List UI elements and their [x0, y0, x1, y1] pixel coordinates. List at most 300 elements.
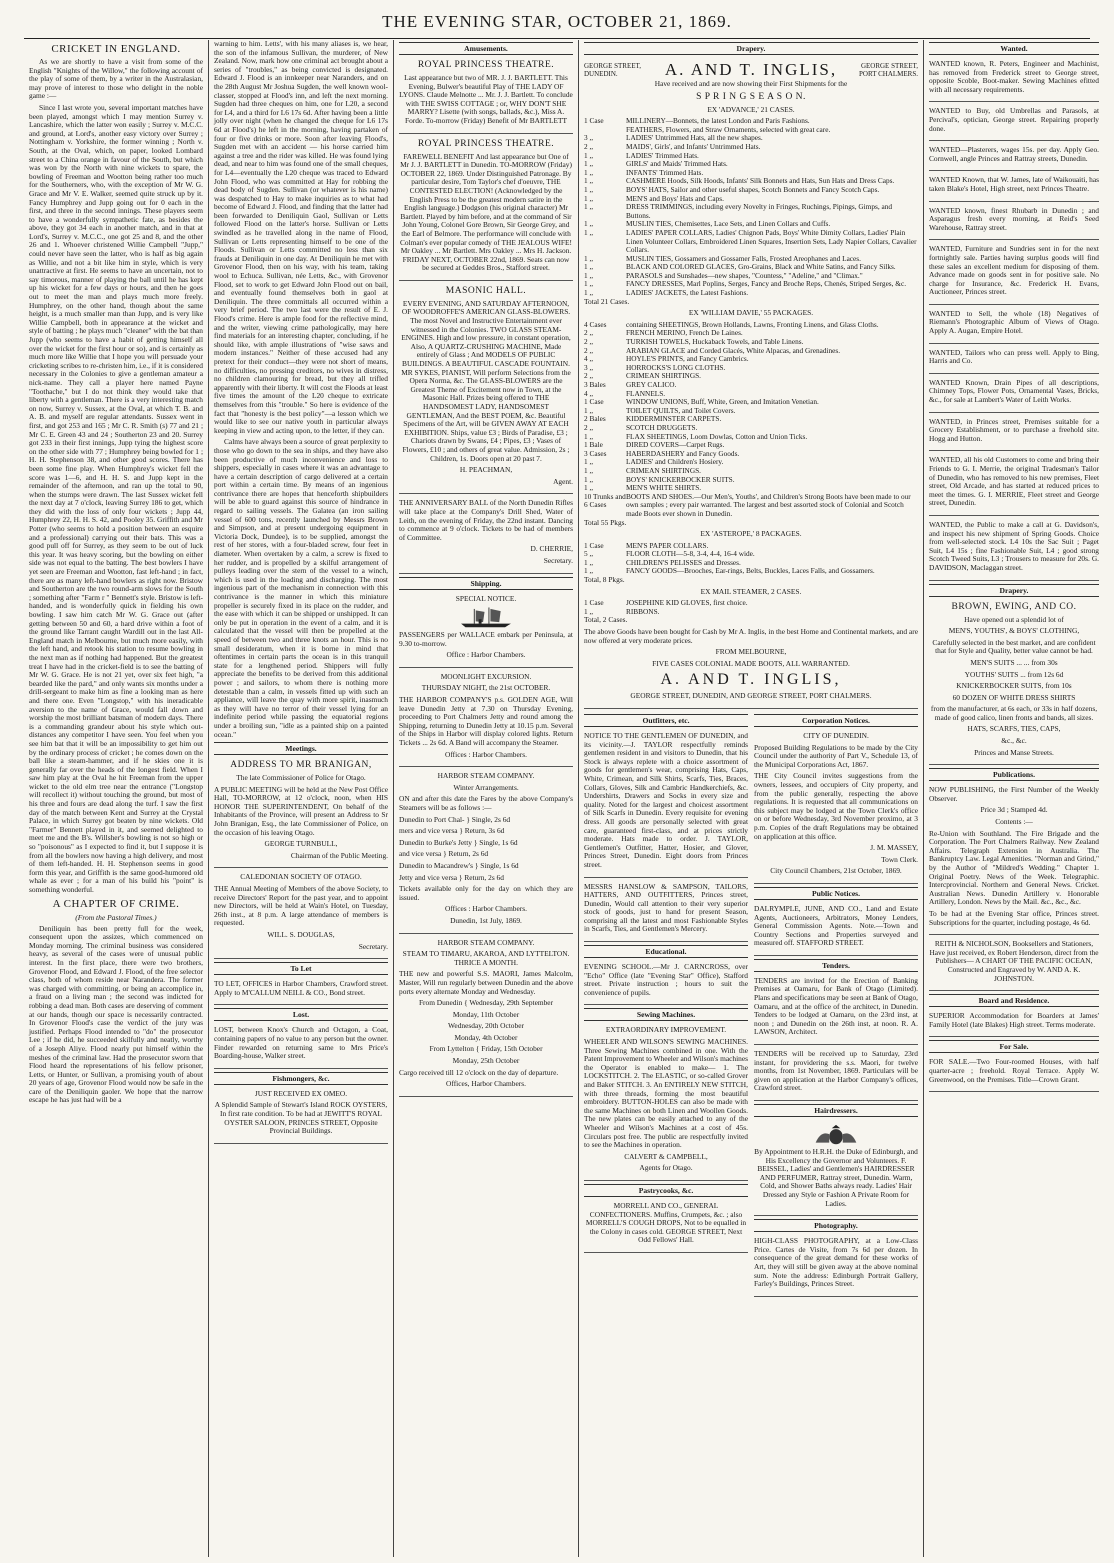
board-body: SUPERIOR Accommodation for Boarders at James' Family Hotel (late Blakes) High street. Terms moderate.	[929, 1011, 1099, 1029]
oysters-body: A Splendid Sample of Stewart's Island ROCK OYSTERS, In first rate condition. To be had at JEWITT'S ROYAL OYSTER SALOON, PRINCES STREET, Opposite Provincial Buildings.	[214, 1100, 388, 1136]
crime-continued-para: warning to him. Letts', with his many aliases is, we hear, the son of the infamous Sullivan, the murderer, of New Zealand. Now, mark how one criminal act brought about a series of "troubles," as being convicted is designated. Edward J. Flood is an innkeeper near Naranders, and on the 28th August Mr Joshua Sugden, the well known wool-classer, stopped at Flood's inn, and left the next morning. Sugden had three cheques on him, one for L20, a second for L4, and a third for L6 17s 6d. After having been a little jolly over night (when he changed the cheque for L6 17s 6d at Flood's) he left in the morning, having partaken of four or five drinks or more. Soon after leaving Flood's, Sugden met with an accident — his horse carried him against a tree and the rider was killed. He was found lying dead, and near to him was found one of the small cheques, for L4—eventually the L20 cheque was traced to Edward John Flood, who was committed at Hay for robbing the dead body of Sugden. Sullivan (or whatever is his name) was despatched to Hay to make inquiries as to what had become of Edward J. Flood, and finding that the latter had been forwarded to Deniliquin Gaol, Sullivan or Letts followed Flood on the latter's horse. Sullivan or Letts swindled as he travelled along in the name of Flood, Sullivan or Letts representing himself to be one of the Floods. Sullivan or Letts committed no less than six frauds at Deniliquin in one day. At Deniliquin he met with Grovenor Flood, then on his way, with his team, taking wool to Echuca. Sullivan, née Letts, &c., with Grovenor Flood, set to work to get Edward John Flood out on bail, and eventually found themselves both in gaol at Deniliquin. The three committals all occurred within a very brief period. The two last were the result of E. J. Flood's crime. Here is ample food for the reflective mind, and the writer, viewing crime pathologically, may here find materials for an interesting chapter, concluding, if he should like, with ample illustrations of "wise saws and modern instances." Neither of these accused had any pretext for their conduct—they were not short of means, no difficulties, no pressing creditors, no wives in distress, no children clamouring for bread, but they all trifled apparently with their liberty. It will cost the Floods at least five times the amount of the L20 cheque to extricate themselves from this "trouble." So here is evidence of the fact that "honesty is the best policy"—a lesson which we would like to see our native youth in particular always keeping in view and acting upon, to the letter, if they can.	[214, 40, 388, 435]
sewing-role: Agents for Otago.	[639, 1163, 693, 1173]
caledonian-title: CALEDONIAN SOCIETY OF OTAGO.	[240, 872, 362, 882]
harbor-2-row-3: Wednesday, 20th October	[448, 1021, 524, 1031]
inglis-total-4: Total, 2 Cases.	[584, 615, 628, 625]
list-item-quantity: 1 ,,	[584, 167, 594, 177]
column-4-left	[584, 712, 748, 1300]
bec-l2: MEN'S, YOUTHS', & BOYS' CLOTHING,	[948, 626, 1080, 636]
list-item-text: FEATHERS, Flowers, and Straw Ornaments, selected with great care.	[626, 124, 831, 134]
list-item-text: TURKISH TOWELS, Huckaback Towels, and Table Linens.	[626, 337, 804, 347]
list-item-quantity: 1 ,,	[584, 253, 594, 263]
harbor-1-office: Offices : Harbor Chambers.	[445, 904, 527, 914]
board-heading: Board and Residence.	[929, 994, 1099, 1007]
wanted-ad-text: WANTED, Furniture and Sundries sent in for the next fortnightly sale. Parties having surplus goods will find these sales an excellent medium for disposing of them. Advance made on goods sent in for positive sale. No charge for Insurance, &c. Frederick H. Evans, Auctioneer, Princes street.	[929, 244, 1099, 297]
inglis-list-4	[584, 599, 918, 616]
harbor-2-row-4: Monday, 4th October	[454, 1032, 518, 1042]
list-item-text: BOOTS AND SHOES.—Our Men's, Youths', and Children's Strong Boots have been made to our own samples ; every pair warranted. The largest and best assorted stock of Colonial and Scotch made Boots ever shown in Dunedin.	[626, 491, 911, 518]
sale-ad	[929, 1056, 1099, 1092]
list-item-quantity: 1 ,,	[584, 202, 594, 212]
moonlight-ad	[399, 671, 573, 767]
tenders-heading: Tenders.	[754, 959, 918, 972]
wanted-heading: Wanted.	[929, 42, 1099, 55]
column-1	[24, 40, 209, 1557]
wanted-ad-text: WANTED known, R. Peters, Engineer and Machinist, has removed from Frederick street to George street, opposite Scoble, Boot-maker. Sewing Machines efitted with all necessary requirements.	[929, 59, 1099, 94]
branigan-role: Chairman of the Public Meeting.	[290, 850, 388, 860]
wanted-ad	[929, 377, 1099, 413]
list-item-quantity: 1 Case	[584, 540, 604, 550]
lost-heading: Lost.	[214, 1008, 388, 1021]
tender-ad-1	[754, 975, 918, 1045]
bec-l9: HATS, SCARFS, TIES, CAPS,	[967, 724, 1061, 734]
inglis-intro: Have received and are now showing their First Shipments for the	[654, 79, 848, 88]
list-item-text: MILLINERY—Bonnets, the latest London and Paris Fashions.	[626, 116, 810, 126]
weekly-price: Price 3d ; Stamped 4d.	[980, 805, 1048, 815]
corporation-title: CITY OF DUNEDIN.	[803, 731, 869, 740]
list-item-text: BOYS' KNICKERBOCKER SUITS.	[626, 474, 735, 484]
harbor-1-date: Dunedin, 1st July, 1869.	[450, 915, 522, 925]
list-item-quantity: 1 ,,	[584, 227, 594, 237]
sewing-heading: Sewing Machines.	[584, 1008, 748, 1021]
dalrymple-body: DALRYMPLE, JUNE, AND CO., Land and Estate Agents, Auctioneers, Arbitrators, Money Lenders, General Commission Agents. Note.—Town and Country Sections and Properties surveyed and measured off. STAFFORD STREET.	[754, 903, 918, 948]
column-3	[394, 40, 579, 1557]
hanslow-ad	[584, 881, 748, 943]
morrell-body: MORRELL AND CO., GENERAL CONFECTIONERS. Muffins, Crumpets, &c. ; also MORRELL'S COUGH DROPS, Not to be equalled in the Colony in cases cold. GEORGE STREET, Next Odd Fellows' Hall.	[585, 1200, 747, 1245]
list-item	[584, 289, 918, 298]
board-ad	[929, 1010, 1099, 1037]
list-item-text: TOILET QUILTS, and Toilet Covers.	[626, 405, 736, 415]
list-item-text: FANCY GOODS—Brooches, Ear-rings, Belts, Buckles, Laces Falls, and Gossamers.	[626, 566, 875, 576]
list-item-text: MEN'S WHITE SHIRTS.	[626, 483, 702, 493]
inglis-address-2: GEORGE STREET, DUNEDIN, AND GEORGE STREET, PORT CHALMERS.	[630, 691, 872, 701]
weekly-title: NOW PUBLISHING, the First Number of the Weekly Observer.	[929, 785, 1099, 803]
special-notice-ad	[399, 593, 573, 668]
inglis-list-3	[584, 542, 918, 576]
harbor-2-office: Offices, Harbor Chambers.	[446, 1079, 526, 1089]
list-item-quantity: 10 Trunks and 6 Cases	[584, 491, 626, 510]
inglis-season: S P R I N G S E A S O N.	[696, 91, 806, 102]
harbor-2-tail: Cargo received till 12 o'clock on the day of departure.	[399, 1067, 559, 1077]
harbor-2-row-5: From Lyttelton { Friday, 15th October	[429, 1044, 543, 1054]
oysters-ad	[214, 1088, 388, 1144]
list-item-quantity: 3 ,,	[584, 362, 594, 372]
weekly-tail: To be had at the Evening Star office, Princes street. Subscriptions for the quarter, including postage, 4s 6d.	[929, 908, 1099, 927]
wanted-ad-text: WANTED to Sell, the whole (18) Negatives of Riemann's Photographic Album of Views of Otago. Apply A. Augan, Empire Hotel.	[929, 308, 1099, 336]
calms-para: Calms have always been a source of great perplexity to those who go down to the sea in ships, and they have also been productive of much inconvenience and loss to shippers, especially in cases where it was an advantage to have a certain description of cargo delivered at a certain port within a certain time. By means of an ingenious contrivance there are hopes that henceforth shipbuilders will be able to guard against this source of hindrance in regard to sailing vessels. The Galatea (an iron sailing vessel of 600 tons, recently launched by Messrs Brown and Simpson, and at present undergoing equipment in Victoria Dock, Dundee), is to be supplied, amongst the rest of her stores, with a four-bladed screw, four feet in diameter. When overtaken by a calm, a screw is fixed to her rudder, and is propelled by a skilful arrangement of pulleys leading over the stern of the vessel to a winch, which is used in the loading and discharging. The most ingenious part of the mechanism in connection with this contrivance is the manner in which this miniature propeller is securely fixed in its place on the rudder, and the ease with which it can be shipped or unshipped. It can only be put in operation in the event of a calm, and it is calculated that the vessel will then be propelled at the speed of between two and three knots an hour. This is no small desideratum, when it is borne in mind that oftentimes in certain parts the ocean is in this tranquil state for a lengthened period. Shippers will fully appreciate the benefits to be derived from this additional power ; and sailors, to whom there is nothing more detestable than a calm, in vessels fitted up with such an appliance, will leave the quay with more spirit, inasmuch as they will have no terror of their vessel lying for an indefinite period while passing the equatorial regions under a broiling sun, "idle as a painted ship on a painted ocean."	[214, 437, 388, 739]
branigan-title: ADDRESS TO MR BRANIGAN,	[230, 760, 372, 771]
list-item-text: SCOTCH DRUGGETS.	[626, 422, 698, 432]
inglis-total-2: Total 55 Pkgs.	[584, 517, 627, 527]
sewing-ad	[584, 1024, 748, 1181]
list-item-text: GIRLS' and Maids' Trimmed Hats.	[626, 159, 728, 169]
royal-crest-icon	[806, 1124, 866, 1146]
list-item	[584, 567, 918, 576]
list-item-quantity: 3 ,,	[584, 133, 594, 143]
weekly-contents-head: Contents :—	[995, 817, 1033, 827]
list-item-text: CHILDREN'S PELISSES and Dresses.	[626, 557, 741, 567]
moonlight-body: THE HARBOR COMPANY'S p.s. GOLDEN AGE, Will leave Dunedin Jetty at 7.30 on Thursday Evening, proceeding to Port Chalmers Jetty and round among the Shipping, returning to Dunedin Jetty at 10.15 p.m. Several of the Ships in Harbor will display colored lights. Return Tickets ... 2s 6d. A Band will accompany the Steamer.	[399, 695, 573, 748]
ball-role: Secretary.	[543, 555, 573, 565]
corporation-place: City Council Chambers, 21st October, 1869.	[770, 866, 902, 876]
bec-l6: KNICKERBOCKER SUITS, from 10s	[956, 681, 1072, 691]
theatre-1-title: ROYAL PRINCESS THEATRE.	[417, 60, 555, 70]
inglis-ex-4: EX MAIL STEAMER, 2 CASES.	[700, 586, 802, 596]
moonlight-title: MOONLIGHT EXCURSION.	[440, 671, 532, 681]
inglis-melbourne-1: FROM MELBOURNE,	[715, 647, 787, 657]
ball-ad	[399, 497, 573, 573]
bec-l3: Carefully selected in the best market, and are confident that for Style and Quality, better value cannot be had.	[932, 637, 1096, 656]
masonic-role: Agent.	[553, 476, 573, 486]
harbor-fare-5: Dunedin to Macandrew's } Single, 1s 6d	[399, 860, 519, 870]
harbor-1-body: ON and after this date the Fares by the above Company's Steamers will be as follows :—	[399, 794, 573, 812]
lost-ad	[214, 1024, 388, 1068]
wanted-ad	[929, 347, 1099, 374]
publications-heading: Publications.	[929, 768, 1099, 781]
theatre-ad-1	[399, 58, 573, 134]
inglis-ad	[584, 58, 918, 709]
theatre-2-title: ROYAL PRINCESS THEATRE.	[417, 138, 555, 149]
list-item-text: CRIMEAN SHIRTINGS.	[626, 465, 701, 475]
inglis-top-left: GEORGE STREET, DUNEDIN.	[584, 62, 642, 78]
bec-l7: 60 DOZEN OF WHITE DRESS SHIRTS	[952, 692, 1076, 702]
sale-body: FOR SALE.—Two Four-roomed Houses, with half quarter-acre ; freehold. Royal Terrace. Apply W. Greenwood, on the Premises. Title—Crown Grant.	[929, 1057, 1099, 1084]
wanted-list	[929, 58, 1099, 581]
taylor-ad	[584, 730, 748, 878]
column-4-right	[754, 712, 918, 1300]
list-item-quantity: 3 Cases	[584, 448, 607, 458]
list-item	[584, 203, 918, 220]
list-item-quantity: 4 Cases	[584, 319, 607, 329]
wanted-ad	[929, 308, 1099, 344]
crime-title: A CHAPTER OF CRIME.	[52, 897, 180, 910]
to-let-body: TO LET, OFFICES in Harbor Chambers, Crawford street. Apply to M'CALLUM NEILL & CO., Bond street.	[214, 979, 388, 997]
list-item-quantity: 1 ,,	[584, 219, 594, 229]
list-item-text: LADIES' Untrimmed Hats, all the new shapes.	[626, 133, 763, 143]
hairdressers-heading: Hairdressers.	[754, 1104, 918, 1117]
amusements-heading: Amusements.	[399, 42, 573, 55]
list-item-text: ARABIAN GLACE and Corded Glacés, White Alpacas, and Grenadines.	[626, 345, 841, 355]
inglis-footnote: The above Goods have been bought for Cash by Mr A. Inglis, in the best Home and Continental markets, and are now offered at very moderate prices.	[584, 627, 918, 645]
wanted-ad	[929, 243, 1099, 305]
sewing-title: EXTRAORDINARY IMPROVEMENT.	[605, 1025, 727, 1035]
harbor-ad-1	[399, 770, 573, 933]
inglis-brand: A. AND T. INGLIS,	[664, 60, 838, 79]
photography-heading: Photography.	[754, 1219, 918, 1232]
wanted-ad	[929, 58, 1099, 102]
list-item-text: BOYS' HATS, Sailor and other useful shapes, Scotch Bonnets and Fancy Scotch Caps.	[626, 184, 880, 194]
list-item-text: CRIMEAN SHIRTINGS.	[626, 371, 701, 381]
masonic-body: EVERY EVENING, AND SATURDAY AFTERNOON, OF WOODROFFE'S AMERICAN GLASS-BLOWERS. The most Novel and Instructive Entertainment ever witnessed in the Colonies. TWO GLASS STEAM-ENGINES. High and low pressure, in constant operation, Also, A QUARTZ-CRUSHING MACHINE, Made entirely of Glass ; And MODELS OF PUBLIC BUILDINGS. A BEAUTIFUL CASCADE FOUNTAIN. MR SYKES, PIANIST, Will perform Selections from the Opera Norma, &c. The GLASS-BLOWERS are the Greatest Theme of Excitement now in Town, at the Masonic Hall. Prizes being offered to THE HANDSOMEST LADY, HANDSOMEST GENTLEMAN, And the BEST POEM, &c. Beautiful Specimens of the Art, will be GIVEN AWAY AT EACH EXHIBITION. Ships, value £3 ; Birds of Paradise, £3 ; Chariots drawn by Swans, £4 ; Pipes, £3 ; Vases of Flowers, £10 ; and others of great value. Admission, 2s ; Children, 1s. Doors open at 20 past 7.	[401, 298, 571, 463]
beissel-body: By Appointment to H.R.H. the Duke of Edinburgh, and His Excellency the Governor and Volunteers. F. BEISSEL, Ladies' and Gentlemen's HAIRDRESSER AND PERFUMER, Rattray street, Dunedin. Warm, Cold, and Shower Baths always ready. Ladies' Hair Dressed any Style or Fashion A Private Room for Ladies.	[754, 1147, 918, 1208]
list-item-quantity: 1 Case	[584, 598, 604, 608]
wanted-ad	[929, 416, 1099, 452]
bec-l5: YOUTHS' SUITS ... from 12s 6d	[964, 669, 1064, 679]
shipping-heading: Shipping.	[399, 577, 573, 590]
list-item-text: PARASOLS and Sunshades—new shapes, "Countess," "Adeline," and "Climax."	[626, 270, 863, 280]
list-item-text: LADIES' and Children's Hosiery.	[626, 457, 724, 467]
wanted-ad-text: WANTED Known, that W. James, late of Waikouaiti, has taken Blake's Hotel, High street, next Princes Theatre.	[929, 175, 1099, 193]
list-item-text: KIDDERMINSTER CARPETS.	[626, 414, 722, 424]
wanted-ad-text: WANTED to Buy, old Umbrellas and Parasols, at Percival's, optician, George street. Repairing properly done.	[929, 106, 1099, 133]
cricket-title: CRICKET IN ENGLAND.	[51, 43, 181, 55]
caledonian-role: Secretary.	[358, 941, 388, 951]
harbor-2-row-6: Monday, 25th October	[452, 1056, 520, 1066]
list-item-quantity: 1 Case	[584, 116, 604, 126]
educational-heading: Educational.	[584, 945, 748, 958]
list-item-quantity: 1 ,,	[584, 270, 594, 280]
list-item-text: CASHMERE Hoods, Silk Hoods, Infants' Silk Bonnets and Hats, Sun Hats and Dress Caps.	[626, 176, 895, 186]
corporation-role: Town Clerk.	[881, 854, 918, 864]
list-item-quantity: 2 ,,	[584, 371, 594, 381]
inglis-ex-2: EX 'WILLIAM DAVIE,' 55 PACKAGES.	[688, 308, 814, 318]
list-item-text: MUSLIN TIES, Gossamers and Gossamer Falls, Frosted Areophanes and Laces.	[626, 253, 861, 263]
outfitters-heading: Outfitters, etc.	[584, 714, 748, 727]
list-item-quantity: 5 ,,	[584, 549, 594, 559]
ball-sign: D. CHERRIE,	[530, 544, 573, 554]
caledonian-ad	[214, 871, 388, 959]
list-item-quantity: 1 ,,	[584, 606, 594, 616]
list-item-text: containing SHEETINGS, Brown Hollands, Lawns, Fronting Linens, and Glass Cloths.	[626, 319, 879, 329]
wanted-ad	[929, 205, 1099, 241]
tender-2-body: TENDERS will be received up to Saturday, 23rd instant, for providering the s.s. Maori, for twelve months, from 1st November, 1869. Particulars will be given on application at the Harbor Company's offices, Crawford street.	[754, 1049, 918, 1093]
wanted-ad-text: WANTED, Tailors who can press well. Apply to Bing, Harris and Co.	[929, 347, 1099, 366]
list-item-text: BLACK AND COLORED GLACES, Gro-Grains, Black and White Satins, and Fancy Silks.	[626, 262, 896, 272]
harbor-1-title: HARBOR STEAM COMPANY.	[437, 771, 535, 781]
ship-icon	[446, 606, 526, 628]
list-item-text: JOSEPHINE KID GLOVES, first choice.	[626, 598, 748, 608]
beissel-ad	[754, 1120, 918, 1216]
list-item-quantity: 1 ,,	[584, 193, 594, 203]
morrell-ad	[584, 1200, 748, 1253]
columns	[24, 40, 1104, 1557]
inglis-brand-2: A. AND T. INGLIS,	[660, 671, 842, 689]
list-item-text: MEN'S and Boys' Hats and Caps.	[626, 193, 724, 203]
inglis-melbourne-2: FIVE CASES COLONIAL MADE BOOTS, ALL WARRANTED.	[652, 658, 850, 668]
list-item	[584, 608, 918, 617]
list-item-quantity: 2 ,,	[584, 345, 594, 355]
list-item-quantity: 1 ,,	[584, 176, 594, 186]
wanted-ad-text: WANTED Known, Drain Pipes of all descriptions, Chimney Tops, Flower Pots, Ornamental Vases, Bricks, &c., for sale at Lambert's Water of Leith Works.	[929, 377, 1099, 405]
fishmongers-heading: Fishmongers, &c.	[214, 1072, 388, 1085]
harbor-ad-2	[399, 937, 573, 1097]
bec-l8: from the manufacturer, at 6s each, or 33s in half dozens, made of good calico, linen fronts and bands, all sizes.	[930, 704, 1098, 722]
special-notice-body: PASSENGERS per WALLACE embark per Peninsula, at 9.30 to-morrow.	[399, 630, 573, 648]
column-2	[209, 40, 394, 1557]
list-item	[584, 493, 918, 519]
ball-body: THE ANNIVERSARY BALL of the North Dunedin Rifles will take place at the Company's Drill Shed, Water of Leith, on the evening of Friday, the 22nd instant. Dancing to commence at 9 o'clock. Tickets to be had of members of Committee.	[399, 498, 573, 542]
inglis-ex-3: EX 'ASTEROPE,' 8 PACKAGES.	[700, 529, 802, 539]
list-item-quantity: 1 ,,	[584, 150, 594, 160]
theatre-ad-2	[399, 137, 573, 281]
list-item-quantity: 1 ,,	[584, 474, 594, 484]
wanted-ad	[929, 519, 1099, 581]
bec-title: BROWN, EWING, AND CO.	[951, 601, 1077, 612]
list-item-quantity: 3 Bales	[584, 380, 606, 389]
bec-l10: &c., &c.	[1001, 736, 1027, 746]
list-item-quantity: 1 ,,	[584, 279, 594, 289]
drapery-heading-2: Drapery.	[929, 584, 1099, 597]
list-item-text: LADIES' PAPER COLLARS, Ladies' Chignon Pads, Boys' White Dimity Collars, Ladies' Plain Linen Volunteer Collars, Embroidered Linen Squares, Insertion Sets, Lady Napier Collars, Cavalier Collars.	[626, 227, 917, 255]
cricket-para-1: As we are shortly to have a visit from some of the English "Knights of the Willow," the following account of the play of some of them, by a writer in the Australasian, may prove of interest to those who delight in the noble game :—	[29, 57, 203, 101]
list-item-quantity: 1 ,,	[584, 288, 594, 298]
list-item-quantity: 1 ,,	[584, 566, 594, 576]
list-item-text: GREY CALICO.	[626, 380, 677, 389]
list-item-text: FLAX SHEETINGS, Loom Dowlas, Cotton and Union Ticks.	[626, 431, 808, 441]
wanted-ad-text: WANTED, all his old Customers to come and bring their Friends to G. I. Merrie, the original Tradesman's Tailor of Dunedin, who has removed to his new premises, Fleet street, Old Arcade, and has started at reduced prices to meet the times. G. I. MERRIE, Fleet street and George street, Dunedin.	[929, 455, 1099, 508]
branigan-sign: GEORGE TURNBULL,	[264, 839, 338, 849]
drapery-heading: Drapery.	[584, 42, 918, 55]
tender-ad-2	[754, 1048, 918, 1101]
harbor-2-sub: STEAM TO TIMARU, AKAROA, AND LYTTELTON. THRICE A MONTH.	[402, 949, 570, 967]
list-item-quantity: 1 ,,	[584, 431, 594, 441]
list-item-text: HORROCKS'S LONG CLOTHS.	[626, 362, 726, 372]
wanted-ad-text: WANTED known, finest Rhubarb in Dunedin ; and Asparagus fresh every morning, at Reid's Seed Warehouse, Rattray street.	[929, 205, 1099, 232]
list-item-text: DIRED COVERS—Carpet Rugs.	[626, 440, 725, 450]
branigan-body: A PUBLIC MEETING will be held at the New Post Office Hall, TO-MORROW, at 12 o'clock, noon, when HIS HONOR THE SUPERINTENDENT, On behalf of the Inhabitants of the Province, will present an Address to Sr John Branigan, Esq., the late Commissioner of Police, on the occasion of his leaving Otago.	[214, 784, 388, 837]
harbor-1-tail: Tickets available only for the day on which they are issued.	[399, 884, 573, 902]
caledonian-sign: WILL. S. DOUGLAS,	[267, 930, 335, 939]
corporation-ad	[754, 730, 918, 884]
list-item-quantity: 1 ,,	[584, 262, 594, 272]
list-item-text: MEN'S PAPER COLLARS.	[626, 540, 709, 550]
taylor-body: NOTICE TO THE GENTLEMEN OF DUNEDIN, and its vicinity.—J. TAYLOR respectfully reminds gentlemen resident in and visitors to Dunedin, that his Stock is always replete with a choice assortment of goods for gentlemen's wear, comprising Hats, Caps, White, Crimean, and Silk Shirts, Scarfs, Ties, Braces, Collars, Gloves, Silk and Cambric Handkerchiefs, &c. Undershirts, Drawers and Socks in every size and quality. Noted for the largest and choicest assortment of Silk Scarfs in Dunedin. Every requisite for evening dress. All goods are personally selected with great care, guaranteed first-class, and at prices strictly moderate. Hats made to order. J. TAYLOR, Gentlemen's Outfitter, Hatter, Hosier, and Glover, Princes Street, Dunedin. Eight doors from Princes street.	[584, 731, 748, 869]
list-item-text: FRENCH MERINO, French De Laines.	[626, 328, 743, 338]
list-item-quantity: 1 ,,	[584, 557, 594, 567]
list-item-quantity: 1 Case	[584, 397, 604, 407]
crime-para-1: Deniliquin has been pretty full for the week, consequent upon the assizes, which commenced on Monday morning. The criminal business was considered heavy, as several of the cases were of unusual public interest. In the first place, there were two brothers, Grovenor Flood, and Edward J. Flood, of the free selector class, both of whom reside near Narandera. The former was charged with committing, or being an accomplice in, a fraud on a living man ; the second was indicted for robbing a dead man. Both cases are deserving of comment at our hands, though our space is necessarily contracted. In Grovenor Flood's case the verdict of the jury was justified. Perhaps Flood intended to "do" the prosecutor Lee ; if he did, he succeeded skilfully and neatly, worthy of a Joseph Aliye. Flood nearly put himself within the meshes of the criminal law. Had the prosecutor sworn that Flood heard the representations of his fellow prisoner, Letts, or Hunter, or Sullivan, a promising youth of about 20 years of age, Grovenor Flood would now be safe in the care of the Deniliquin gaoler. We hope that the narrow escape he has just had will be a	[29, 923, 203, 1105]
harbor-1-sub: Winter Arrangements.	[453, 782, 519, 792]
weekly-observer-ad	[929, 784, 1099, 935]
list-item-text: DRESS TRIMMINGS, including every Novelty in Fringes, Ruchings, Pipings, Gimps, and Buttons.	[626, 202, 893, 220]
harbor-fare-6: Jetty and vice versa } Return, 2s 6d	[399, 872, 504, 882]
to-let-heading: To Let	[214, 962, 388, 975]
masthead-rule	[24, 38, 1090, 39]
list-item-quantity: 2 ,,	[584, 141, 594, 151]
list-item	[584, 229, 918, 255]
bec-l11: Princes and Manse Streets.	[974, 747, 1054, 757]
list-item-quantity: 1 ,,	[584, 159, 594, 169]
branigan-subtitle: The late Commissioner of Police for Otago.	[236, 773, 366, 783]
branigan-ad	[214, 758, 388, 868]
harbor-fare-3: Dunedin to Burke's Jetty } Single, 1s 6d	[399, 837, 518, 847]
bec-l1: Have opened out a splendid lot of	[964, 614, 1064, 624]
sewing-body: WHEELER AND WILSON'S SEWING MACHINES. Three Sewing Machines combined in one. With the Patent Improvement to Wheeler and Wilson's machines the Operator is enabled to make— 1. The LOCKSTITCH. 2. The ELASTIC, or so-called Grover and Baker STITCH. 3. An ENTIRELY NEW STITCH, with three threads, forming the most beautiful embroidery. BUTTON-HOLES can also be made with the same Machines on both Linen and Woollen Goods. The new plates can be easily attached to any of the Wheeler and Wilson's Machines at a cost of 45s. Circulars post free. The public are respectfully invited to see the Machines in operation.	[584, 1037, 748, 1150]
special-notice-office: Office : Harbor Chambers.	[446, 650, 526, 660]
list-item-quantity: 2 Bales	[584, 414, 606, 424]
wanted-ad	[929, 144, 1099, 171]
lost-body: LOST, between Knox's Church and Octagon, a Coat, containing papers of no value to any person but the owner. Finder rewarded on returning same to Mrs Price's Boarding-house, Walker street.	[214, 1025, 388, 1061]
list-item-text: INFANTS' Trimmed Hats.	[626, 167, 704, 177]
photo-ad	[754, 1235, 918, 1297]
list-item-quantity: 1 ,,	[584, 465, 594, 475]
list-item-quantity: 1 Bale	[584, 440, 603, 450]
masonic-ad	[399, 284, 573, 494]
list-item-text: HABERDASHERY and Fancy Goods.	[626, 448, 740, 458]
moonlight-office: Offices : Harbor Chambers.	[445, 749, 527, 759]
inglis-list-2	[584, 321, 918, 519]
harbor-2-body: THE new and powerful S.S. MAORI, James Malcolm, Master, Will run regularly between Dunedin and the above ports every alternate Monday and Wednesday.	[399, 969, 573, 996]
weekly-contents: Re-Union with Southland. The Fire Brigade and the Corporation. The Port Chalmers Railway. New Zealand Affairs. Telegraph Extension in Australia. The Bankruptcy Law. Legal Amenities. "Norman and Grind," by the Author of "Mildred's Wedding." Chapter 1. Original Poetry. News of the Week. Telegraphic. Intercprovincial. Northern and General News. Cricket. Australian News. Dunedin Artillery v. Honorable Artillery, London. News by the Mail. &c., &c., &c.	[929, 828, 1099, 907]
oysters-title: JUST RECEIVED EX OMEO.	[254, 1088, 348, 1098]
list-item-quantity: 1 ,,	[584, 405, 594, 415]
list-item-text: FANCY DRESSES, Marl Poplins, Serges, Fancy and Broche Reps, Chenés, Striped Serges, &c.	[626, 279, 907, 289]
caledonian-body: THE Annual Meeting of Members of the above Society, to receive Directors' Report for the past year, and to appoint new Directors, will be held at Wain's Hotel, on Tuesday, 26th inst., at 8 p.m. A large attendance of members is requested.	[214, 884, 388, 928]
harbor-2-row-2: Monday, 11th October	[452, 1009, 520, 1019]
inglis-list-1	[584, 117, 918, 297]
masonic-title: MASONIC HALL.	[445, 285, 527, 296]
for-sale-heading: For Sale.	[929, 1040, 1099, 1053]
inglis-top-right: GEORGE STREET, PORT CHALMERS.	[859, 62, 918, 78]
list-item-quantity: 2 ,,	[584, 328, 594, 338]
photo-body: HIGH-CLASS PHOTOGRAPHY, at a Low-Class Price. Cartes de Visite, from 7s 6d per dozen. In consequence of the great demand for these works of Art, they will still be given away at the above nominal sum. Note the address: Edinburgh Portrait Gallery, Farley's Buildings, Princes Street.	[754, 1236, 918, 1289]
reith-ad	[929, 938, 1099, 991]
harbor-fare-2: mers and vice versa } Return, 3s 6d	[399, 826, 505, 836]
inglis-ex-1: EX 'ADVANCE,' 21 CASES.	[707, 104, 795, 114]
public-notices-heading: Public Notices.	[754, 887, 918, 900]
harbor-2-row-1: From Dunedin { Wednesday, 29th September	[418, 998, 554, 1008]
bec-l4: MEN'S SUITS ... ... from 30s	[970, 657, 1058, 667]
school-ad	[584, 961, 748, 1005]
to-let-ad	[214, 978, 388, 1005]
tender-1-body: TENDERS are invited for the Erection of Banking Premises at Oamaru, for Bank of Otago (Limited). Plans and specifications may be seen at Bank of Otago, Oamaru, and at the office of the architect, in Dunedin. Tenders to be lodged at Oamaru, on the 23rd inst, at noon ; and Dunedin on the 26th inst, at noon. R. A. LAWSON, Architect.	[754, 975, 918, 1037]
school-body: EVENING SCHOOL.—Mr J. CARNCROSS, over "Echo" Office (late "Evening Star" Office), Stafford street. Private instruction ; hours to suit the convenience of pupils.	[584, 962, 748, 997]
sewing-sign: CALVERT & CAMPBELL,	[624, 1151, 708, 1161]
wanted-ad	[929, 454, 1099, 516]
list-item-quantity: 4 ,,	[584, 354, 594, 364]
cricket-para-2: Since I last wrote you, several important matches have been played, amongst which I may mention Surrey v. Lancashire, which the latter won easily ; Surrey v. M.C.C. and ground, at Lord's, another easy victory over Surrey ; Nottingham v. Yorkshire, the former winning ; North v. South, at the Oval, which, on paper, looked Lombard street to a China orange in favour of the South, but which was won by the North with nine wickets to spare, the bowling of Freeman and Wootton being rather too much for the Southerners, who, with the exception of Mr W. G. Grace and Mr V. E. Walker, seemed quite struck up by it. Fancy Humphrey and Jupp going out for 0 each in the first, and three in the second innings. These players seem to have a wonderfully sympathetic fate, as besides the above, they got 34 each in another match, and in that at Lord's, Surrey v. M.C.C., one got 25 and 8, and the other 26 and 1. Whoever christened Willie Campbell "Jupp," could never have seen the latter, who is half as big again as Willie, and not a bit like him in style, which is very unattractive at first. He seems to have an uncertain, not to say timorous, manner of playing the ball until he has kept up his wicket for a few days or hours, and then he goes out to meet the man and plays much more freely. Humphrey, on the other hand, though about the same height, is a much smaller man than Jupp, and is very like Willie Campbell, both in appearance at the wicket and style of batting ; he plays much "cleaner" with the bat than Jupp (who seems to have a habit of getting himself all over the wicket for the first hour or so), and is certainly as much more like Willie that I hope you will persuade your cricketing scribes to re-christen him, i.e., if it is considered necessary in the Colonies to give a gentleman amateur a nick-name. They call a player here named Payne "Toothache," but I do not think they would take that liberty with a gentleman. There is a very interesting match on now, Surrey v. Sussex, at the Oval, at which T. B. and A. B. and myself are regular attendants. Sussex went in first, and got 253 and 165 ; Mr C. R. Smith (s) 77 and 21 ; Mr C. E. Green 43 and 24 ; Southerton 23 and 20. Surrey got 233 in their first innings, Jupp tying the highest score on the other side with 77 ; Humphrey being bowled for 1 ; H. H. Stephenson 38, and other good scores. There has been some fine play. When Humphrey's wicket fell the score was 1—6, and H. H. S. and Jupp kept in the remainder of the afternoon, and ran up the total to 90, when the stumps were drawn. The last Sussex wicket fell the next day at 7 o'clock, leaving Surrey 186 to get, which they did with the loss of only four wickets ; Jupp 44, Humphrey 22, H. H. S. 42, and Pooley 35. Griffith and Mr Potter (who seems to hold a position between an esquire and a professional) carrying out their bats. This was a good pull off for Surrey, as they seem to be out of luck this year. It was heavy scoring, but the bowling on either side was not equal to the batting. The best bowlers I have yet seen are Freeman and Wootton, fast left-hand ; in fact, there are as many left-hand bowlers as right now. Bristow and Southerton are the two round-arm slows for the South ; something after "Farm r " Bennett's style. Bristow is left-handed, and is wonderfully quick in fielding his own bowling. I saw him catch Mr W. G. Grace out (after getting between 50 and 60, a hard drive within a foot of the ground like Tarrant caught Wardill out in the last All-England match in Melbourne, but much more easily, with the left hand, and retook his station to resume bowling in the next man as if nothing had happened. But the greatest treat I have had in the cricket-field is to see the batting of Mr W. G. Grace. He is not 21 yet, over six feet high, "a bearded like the pard," and only wants six months under a drill-sergeant to make him as fine a looking man as here and there one. Even "Longstop," with his ineradicable aversion to the name of Grace, would fall down and worship the most brilliant batsman of modern days. There is a commanding grandeur about his style which out-distances any competitor I have seen. You feel when you see him bat that it will be an impossibility to get him out by the ordinary process of cricket ; he comes down on the ball like a steam-hammer, and if he skies one it is generally far over the heads of the longest field. When I saw him play at the Oval he hit Freeman from the upper wicket to the old elm tree near the entrance ("Longstop will recollect it) without touching the ground, but most of his three and fours are dead along the turf. I saw the first day of the match between Kent and Surrey at the Crystal Palace, in which Surrey got beaten by nine wickets. Old "Farmer" Bennett played in it, and seemed delighted to meet me and the B's. Willsher's bowling is not so high or so "poisonous" as I expected to find it, but I suppose it is from all the bowlers now having a high delivery, and most of them left-handed. H. H. Stephenson seems in good form this year, and Griffith is the same good-humored old whale as ever ; for a man of his build his "point" is something wonderful.	[29, 102, 203, 894]
corporation-heading: Corporation Notices.	[754, 714, 918, 727]
page-title: THE EVENING STAR, OCTOBER 21, 1869.	[382, 12, 732, 31]
meetings-heading: Meetings.	[214, 742, 388, 755]
list-item-text: MUSLIN TIES, Chemisettes, Lace Sets, and Linen Collars and Cuffs.	[626, 219, 831, 229]
special-notice-title: SPECIAL NOTICE.	[455, 593, 517, 603]
inglis-total-1: Total 21 Cases.	[584, 296, 630, 306]
theatre-1-body: Last appearance but two of MR. J. J. BARTLETT. This Evening, Bulwer's beautiful Play of THE LADY OF LYONS. Claude Melnotte ... Mr. J. J. Bartlett. To conclude with THE SWISS COTTAGE ; or, WHY DON'T SHE MARRY? Lisette (with songs, ballads, &c.), Miss A. Forde. To-morrow (Friday) Benefit of Mr BARTLETT	[399, 73, 573, 125]
pastry-heading: Pastrycooks, &c.	[584, 1184, 748, 1197]
list-item-text: MAIDS', Girls', and Infants' Untrimmed Hats.	[626, 141, 761, 151]
corporation-body-2: THE City Council invites suggestions from the owners, lessees, and occupiers of City property, and from the public generally, respecting the above regulations. It is requested that all communications on this subject may be lodged at the Town Clerk's office on or before Wednesday, 3rd November proximo, at 3 p.m. Copies of the draft Regulations may be obtained on application at this office.	[754, 771, 918, 841]
corporation-sign: J. M. MASSEY,	[870, 843, 918, 853]
wanted-ad-text: WANTED, the Public to make a call at G. Davidson's, and inspect his new shipment of Spring Goods. Choice from well-selected stock. L4 10s the Sac Suit ; Paget Suit, L4 15s ; fine Fashionable Suit, L4 ; good strong Scotch Tweed Suits, L3 ; Trousers to measure for 20s. G. DAVIDSON, Maclaggan street.	[929, 519, 1099, 572]
wanted-ad-text: WANTED—Plasterers, wages 15s. per day. Apply Geo. Cornwell, angle Princes and Rattray streets, Dunedin.	[929, 145, 1099, 163]
inglis-total-3: Total, 8 Pkgs.	[584, 575, 625, 585]
crime-source: (From the Pastoral Times.)	[75, 912, 157, 922]
wanted-ad	[929, 105, 1099, 141]
harbor-2-title: HARBOR STEAM COMPANY.	[437, 937, 535, 947]
wanted-ad-text: WANTED, in Princes street, Premises suitable for a Grocery Establishment, or to purchase a freehold site. Hogg and Hutton.	[929, 416, 1099, 443]
list-item-quantity: 1 ,,	[584, 184, 594, 194]
column-5	[924, 40, 1104, 1557]
reith-body: REITH & NICHOLSON, Booksellers and Stationers, Have just received, ex Robert Henderson, direct from the Publishers— A CHART OF THE PACIFIC OCEAN, Constructed and Engraved by W. AND A. K. JOHNSTON.	[929, 939, 1099, 983]
list-item-text: LADIES' JACKETS, the Latest Fashions.	[626, 288, 749, 298]
list-item-quantity: 2 ,,	[584, 422, 594, 432]
corporation-body-1: Proposed Building Regulations to be made by the City Council under the authority of Part V., Schedule 13, of the Municipal Corporations Act, 1867.	[754, 742, 918, 769]
list-item-text: WINDOW UNIONS, Buff, White, Green, and Imitation Venetian.	[626, 397, 819, 407]
wanted-ad	[929, 174, 1099, 201]
theatre-2-body: FAREWELL BENEFIT And last appearance but One of Mr J. J. BARTLETT in Dunedin. TO-MORROW (Friday) OCTOBER 22, 1869. Under Distinguished Patronage. By particular desire, Tom Taylor's chef d'oeuvre, THE CONTESTED ELECTION! (Acknowledged by the English Press to be the greatest modern satire in the English language.) Dodgson (his original character) Mr Bartlett. Played by him before, and at the command of Sir John Young, Colonel Gore Brown, Sir George Grey, and the Earl of Belmore. The performance will conclude with Colman's ever popular comedy of THE JEALOUS WIFE! Mr Oakley ... Mr Bartlett. Mrs Oakley ... Mrs H. Jackson. FRIDAY NEXT, OCTOBER 22nd, 1869. Seats can now be secured at Geddes Bros., Stafford street.	[399, 151, 573, 273]
list-item-quantity: 2 ,,	[584, 337, 594, 347]
list-item-text: FLOOR CLOTH—5-8, 3-4, 4-4, 16-4 wide.	[626, 549, 755, 559]
hanslow-body: MESSRS HANSLOW & SAMPSON, TAILORS, HATTERS, AND OUTFITTERS, Princes street, Dunedin, Would call attention to their very superior stock of goods, just to hand for present Season, comprising all the latest and most Fashionable Styles in Scarfs, Ties, and Gentlemen's Mercery.	[584, 881, 748, 934]
list-item-quantity: 1 ,,	[584, 483, 594, 493]
dalrymple-ad	[754, 903, 918, 956]
list-item-quantity: 4 ,,	[584, 388, 594, 398]
list-item-text: RIBBONS.	[626, 606, 660, 616]
list-item-text: FLANNELS.	[626, 388, 666, 398]
list-item-quantity: 1 ,,	[584, 457, 594, 467]
list-item-text: LADIES' Trimmed Hats.	[626, 150, 699, 160]
harbor-fare-1: Dunedin to Port Chal- } Single, 2s 6d	[399, 814, 511, 824]
